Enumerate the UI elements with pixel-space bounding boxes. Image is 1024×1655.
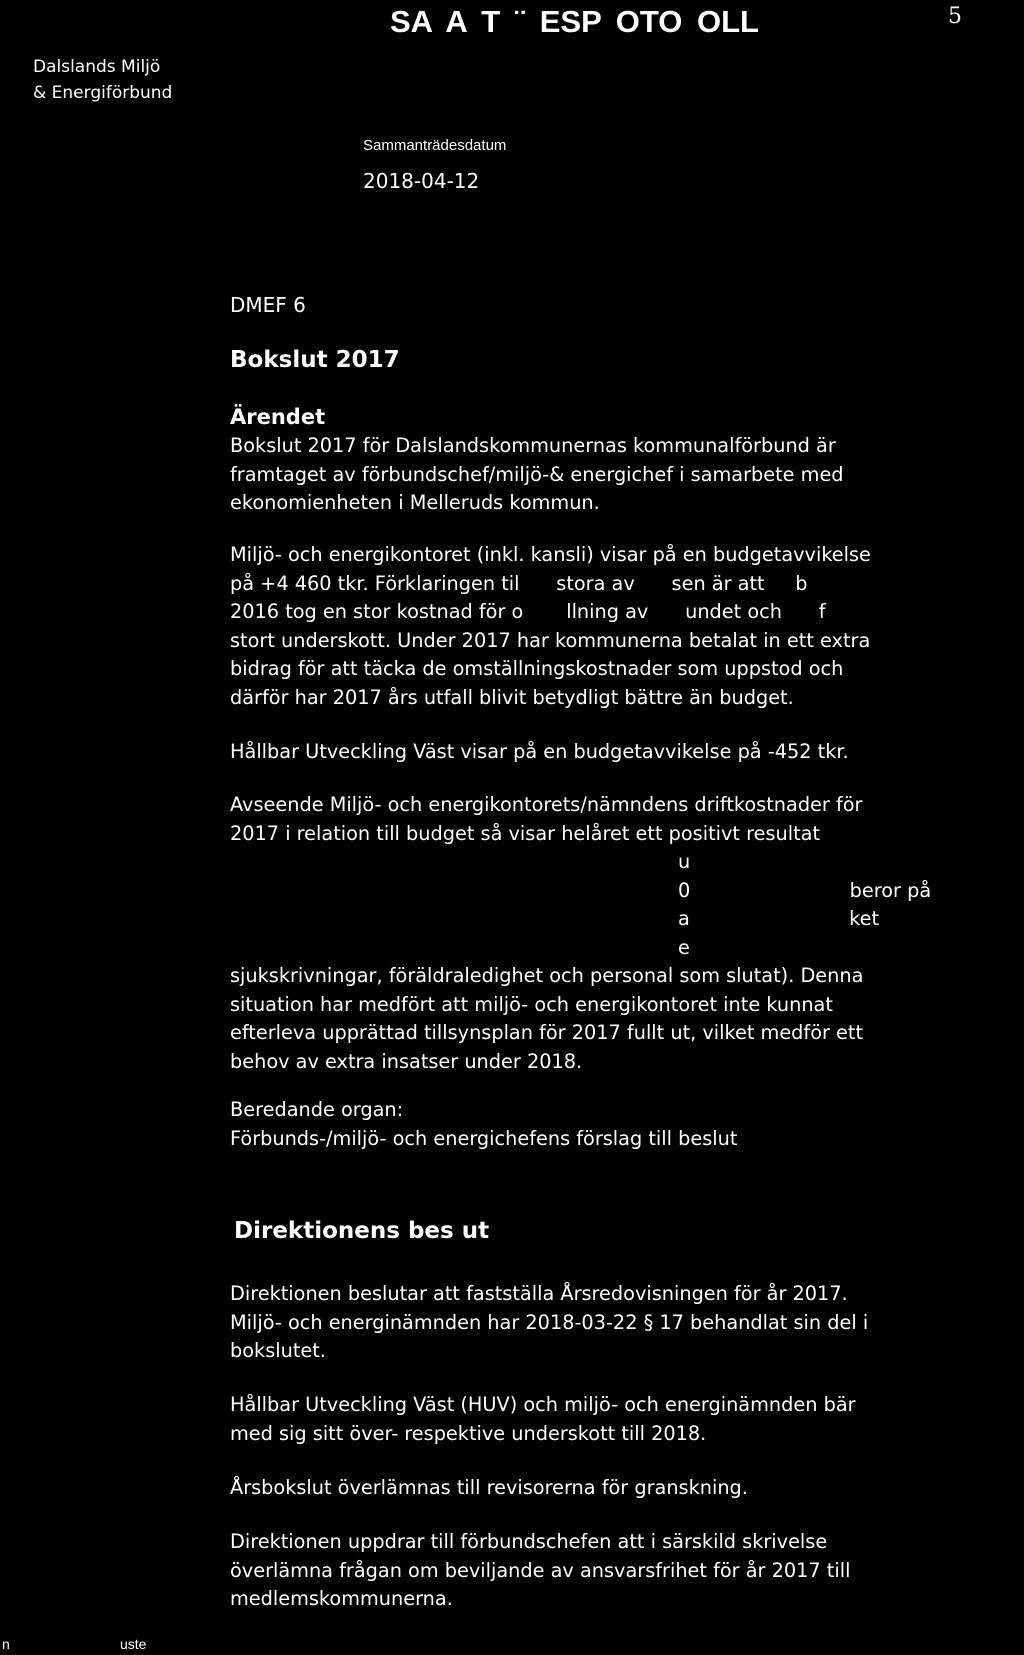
arendet-paragraph-3 (230, 738, 849, 767)
text-line: Årsbokslut överlämnas till revisorerna för granskning. (230, 1476, 748, 1499)
text-line: efterleva upprättad tillsynsplan för 2017 fullt ut, vilket medför ett (230, 1021, 864, 1044)
arendet-paragraph-4 (230, 791, 931, 1076)
text-line: bidrag för att täcka de omställningskostnader som uppstod och (230, 657, 844, 680)
footer-fragment-left: n (2, 1636, 10, 1652)
meeting-date-label: Sammanträdesdatum (363, 137, 507, 154)
organization-line-1: Dalslands Miljö (33, 57, 161, 77)
text-line: framtaget av förbundschef/miljö-& energichef i samarbete med (230, 462, 844, 486)
text-line: 0 beror på (678, 878, 932, 902)
text-line: ekonomienheten i Melleruds kommun. (230, 491, 600, 514)
text-line: Direktionen uppdrar till förbundschefen att i särskild skrivelse (230, 1530, 828, 1553)
meeting-date: 2018-04-12 (363, 169, 480, 193)
text-line: Bokslut 2017 för Dalslandskommunernas kommunalförbund är (230, 434, 836, 457)
text-line: med sig sitt över- respektive underskott till 2018. (230, 1421, 707, 1445)
footer-fragment-right: uste (120, 1636, 147, 1652)
text-line: överlämna frågan om beviljande av ansvarsfrihet för år 2017 till (230, 1558, 851, 1582)
beslut-heading: Direktionens bes ut (234, 1218, 490, 1244)
text-line: Hållbar Utveckling Väst visar på en budgetavvikelse på -452 tkr. (230, 740, 849, 763)
text-line: Beredande organ: (230, 1098, 404, 1121)
text-line: e (678, 935, 690, 959)
beslut-paragraph-1 (230, 1280, 868, 1366)
arendet-paragraph-5 (230, 1096, 737, 1153)
text-line: medlemskommunerna. (230, 1587, 453, 1610)
arendet-paragraph-1 (230, 432, 844, 518)
organization-line-2: & Energiförbund (33, 83, 173, 103)
text-line: på +4 460 tkr. Förklaringen til stora av sen är att b (230, 571, 808, 595)
document-title: Bokslut 2017 (230, 347, 400, 373)
text-line: Avseende Miljö- och energikontorets/nämndens driftkostnader för (230, 793, 863, 816)
text-line: bokslutet. (230, 1339, 326, 1362)
arendet-heading: Ärendet (230, 405, 326, 429)
text-line: a ket (678, 907, 880, 930)
text-line: stort underskott. Under 2017 har kommunerna betalat in ett extra (230, 628, 871, 652)
document-header-title: SA A T ¨ ESP OTO OLL (390, 4, 759, 39)
case-number: DMEF 6 (230, 293, 306, 317)
arendet-paragraph-2 (230, 541, 871, 712)
text-line: därför har 2017 års utfall blivit betydligt bättre än budget. (230, 685, 794, 709)
text-line: Hållbar Utveckling Väst (HUV) och miljö- och energinämnden bär (230, 1393, 856, 1416)
text-line: behov av extra insatser under 2018. (230, 1049, 583, 1073)
text-line: u (678, 850, 691, 873)
beslut-paragraph-2 (230, 1391, 856, 1448)
beslut-paragraph-3 (230, 1474, 748, 1503)
text-line: Miljö- och energinämnden har 2018-03-22 § 17 behandlat sin del i (230, 1310, 869, 1334)
beslut-paragraph-4 (230, 1528, 850, 1614)
text-line: Förbunds-/miljö- och energichefens förslag till beslut (230, 1126, 738, 1150)
text-line: situation har medfört att miljö- och energikontoret inte kunnat (230, 992, 833, 1016)
page-number: 5 (948, 4, 962, 29)
text-line: 2016 tog en stor kostnad för o llning av undet och f (230, 600, 826, 623)
text-line: 2017 i relation till budget så visar helåret ett positivt resultat (230, 821, 821, 845)
text-line: Miljö- och energikontoret (inkl. kansli) visar på en budgetavvikelse (230, 543, 871, 566)
organization-name (33, 54, 172, 106)
text-line: sjukskrivningar, föräldraledighet och personal som slutat). Denna (230, 964, 864, 987)
text-line: Direktionen beslutar att fastställa Årsredovisningen för år 2017. (230, 1282, 848, 1305)
